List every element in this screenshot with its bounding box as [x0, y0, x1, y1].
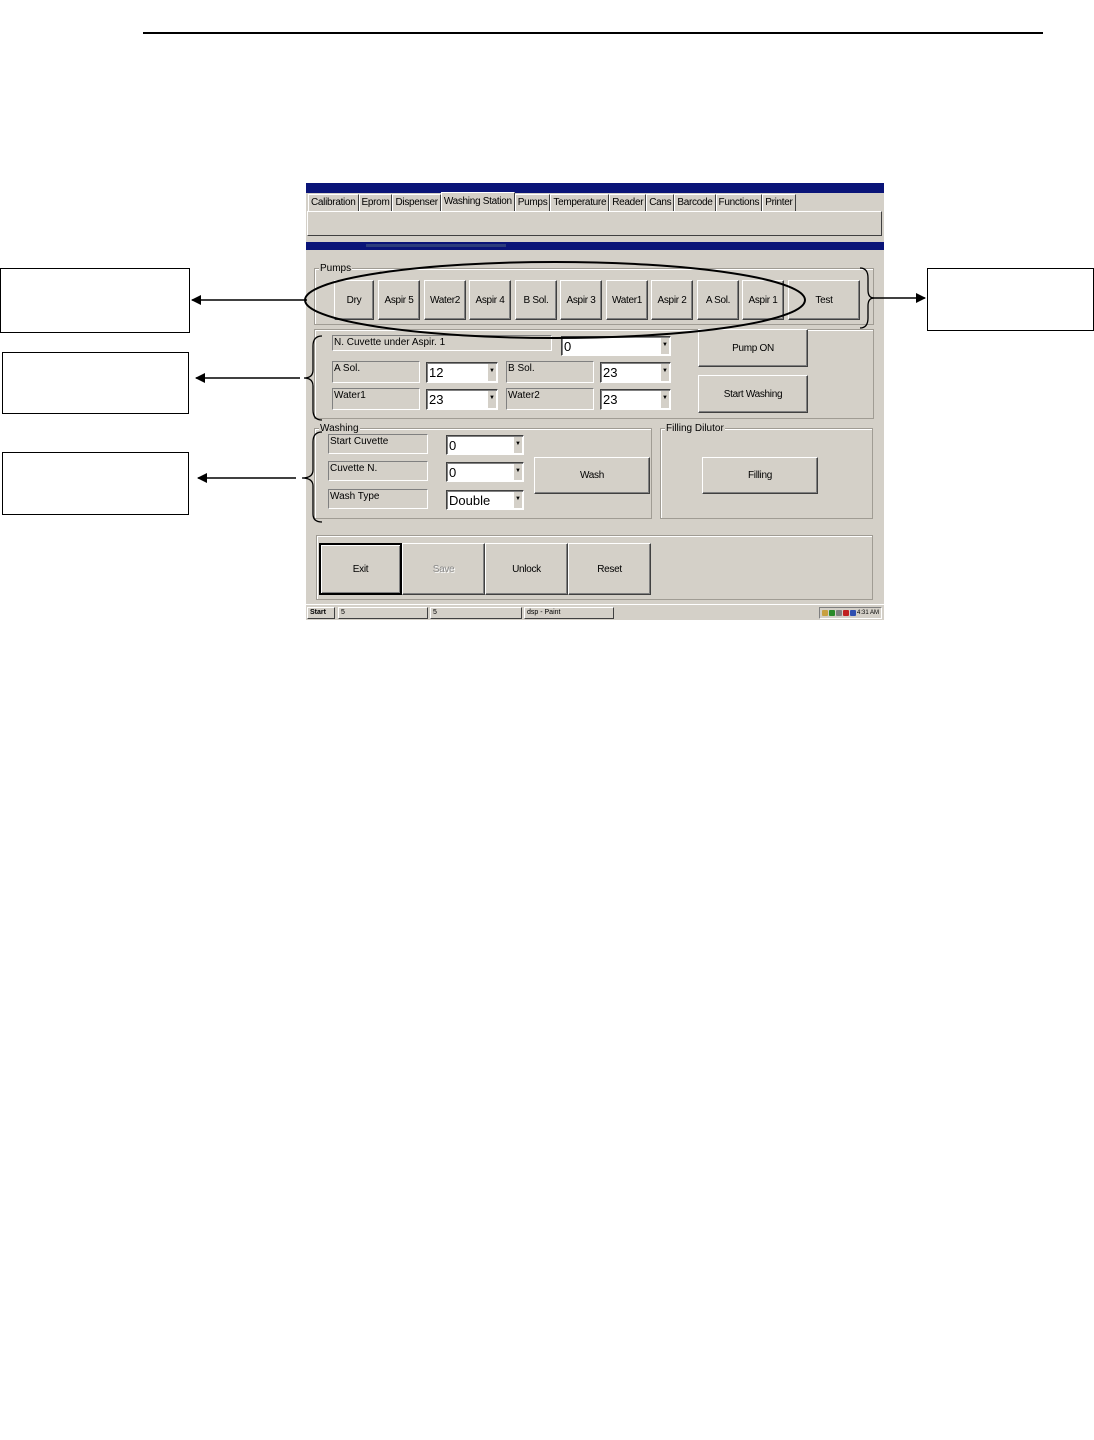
tab-printer[interactable]: Printer: [762, 194, 795, 211]
b-sol-label: B Sol.: [506, 361, 594, 383]
water1-label: Water1: [332, 388, 420, 410]
water1-value: 23: [429, 392, 444, 407]
start-cuvette-label: Start Cuvette: [328, 434, 428, 454]
water2-value: 23: [603, 392, 618, 407]
chevron-down-icon[interactable]: ▼: [514, 492, 522, 508]
tab-pumps[interactable]: Pumps: [515, 194, 551, 211]
wash-button[interactable]: Wash: [534, 457, 650, 494]
start-button[interactable]: Start: [307, 607, 335, 619]
brace-washing: [302, 432, 322, 522]
pump-button-aspir-2[interactable]: Aspir 2: [651, 280, 693, 320]
b-sol-value: 23: [603, 365, 618, 380]
pump-button-a-sol[interactable]: A Sol.: [697, 280, 739, 320]
exit-button[interactable]: Exit: [319, 543, 402, 595]
cuvette-under-aspir-value: 0: [564, 339, 572, 354]
start-cuvette-value: 0: [449, 438, 457, 453]
pumps-highlight-ellipse: [305, 262, 805, 338]
unlock-button[interactable]: Unlock: [485, 543, 568, 595]
pump-button-aspir-3[interactable]: Aspir 3: [560, 280, 602, 320]
start-washing-button[interactable]: Start Washing: [698, 375, 808, 413]
cuvette-under-aspir-label: N. Cuvette under Aspir. 1: [332, 335, 552, 351]
pump-button-water1[interactable]: Water1: [606, 280, 648, 320]
a-sol-value: 12: [429, 365, 444, 380]
chevron-down-icon[interactable]: ▼: [488, 364, 496, 381]
pump-button-aspir-1[interactable]: Aspir 1: [742, 280, 784, 320]
pump-button-water2[interactable]: Water2: [424, 280, 466, 320]
chevron-down-icon[interactable]: ▼: [514, 437, 522, 453]
tab-barcode[interactable]: Barcode: [674, 194, 715, 211]
pump-button-b-sol[interactable]: B Sol.: [515, 280, 557, 320]
water2-label: Water2: [506, 388, 594, 410]
tab-functions[interactable]: Functions: [716, 194, 763, 211]
pumps-group-label: Pumps: [320, 263, 352, 274]
pump-on-button[interactable]: Pump ON: [698, 329, 808, 367]
tab-washing-station[interactable]: Washing Station: [441, 192, 515, 211]
tab-temperature[interactable]: Temperature: [550, 194, 609, 211]
pump-button-aspir-5[interactable]: Aspir 5: [378, 280, 420, 320]
chevron-down-icon[interactable]: ▼: [661, 364, 669, 381]
cuvette-n-value: 0: [449, 465, 457, 480]
wash-type-value: Double: [449, 493, 491, 508]
reset-button[interactable]: Reset: [568, 543, 651, 595]
chevron-down-icon[interactable]: ▼: [661, 338, 669, 354]
washing-group-label: Washing: [320, 423, 359, 434]
save-button[interactable]: Save: [402, 543, 485, 595]
wash-type-label: Wash Type: [328, 489, 428, 509]
chevron-down-icon[interactable]: ▼: [488, 391, 496, 408]
a-sol-label: A Sol.: [332, 361, 420, 383]
tab-reader[interactable]: Reader: [609, 194, 646, 211]
pump-button-dry[interactable]: Dry: [334, 280, 374, 320]
tab-calibration[interactable]: Calibration: [308, 194, 359, 211]
pump-button-aspir-4[interactable]: Aspir 4: [469, 280, 511, 320]
chevron-down-icon[interactable]: ▼: [661, 391, 669, 408]
filling-button[interactable]: Filling: [702, 457, 818, 494]
tab-eprom[interactable]: Eprom: [359, 194, 393, 211]
brace-test: [860, 268, 874, 328]
chevron-down-icon[interactable]: ▼: [514, 464, 522, 480]
taskbar-item-2[interactable]: 5: [430, 607, 522, 619]
tab-dispenser[interactable]: Dispenser: [392, 194, 440, 211]
tab-cans[interactable]: Cans: [646, 194, 674, 211]
taskbar-item-1[interactable]: 5: [338, 607, 428, 619]
pump-button-test[interactable]: Test: [788, 280, 860, 320]
brace-settings: [304, 336, 322, 420]
clock: 4:31 AM: [856, 610, 879, 616]
filling-dilutor-group-label: Filling Dilutor: [666, 423, 724, 434]
taskbar-item-3[interactable]: dsp - Paint: [524, 607, 614, 619]
cuvette-n-label: Cuvette N.: [328, 461, 428, 481]
